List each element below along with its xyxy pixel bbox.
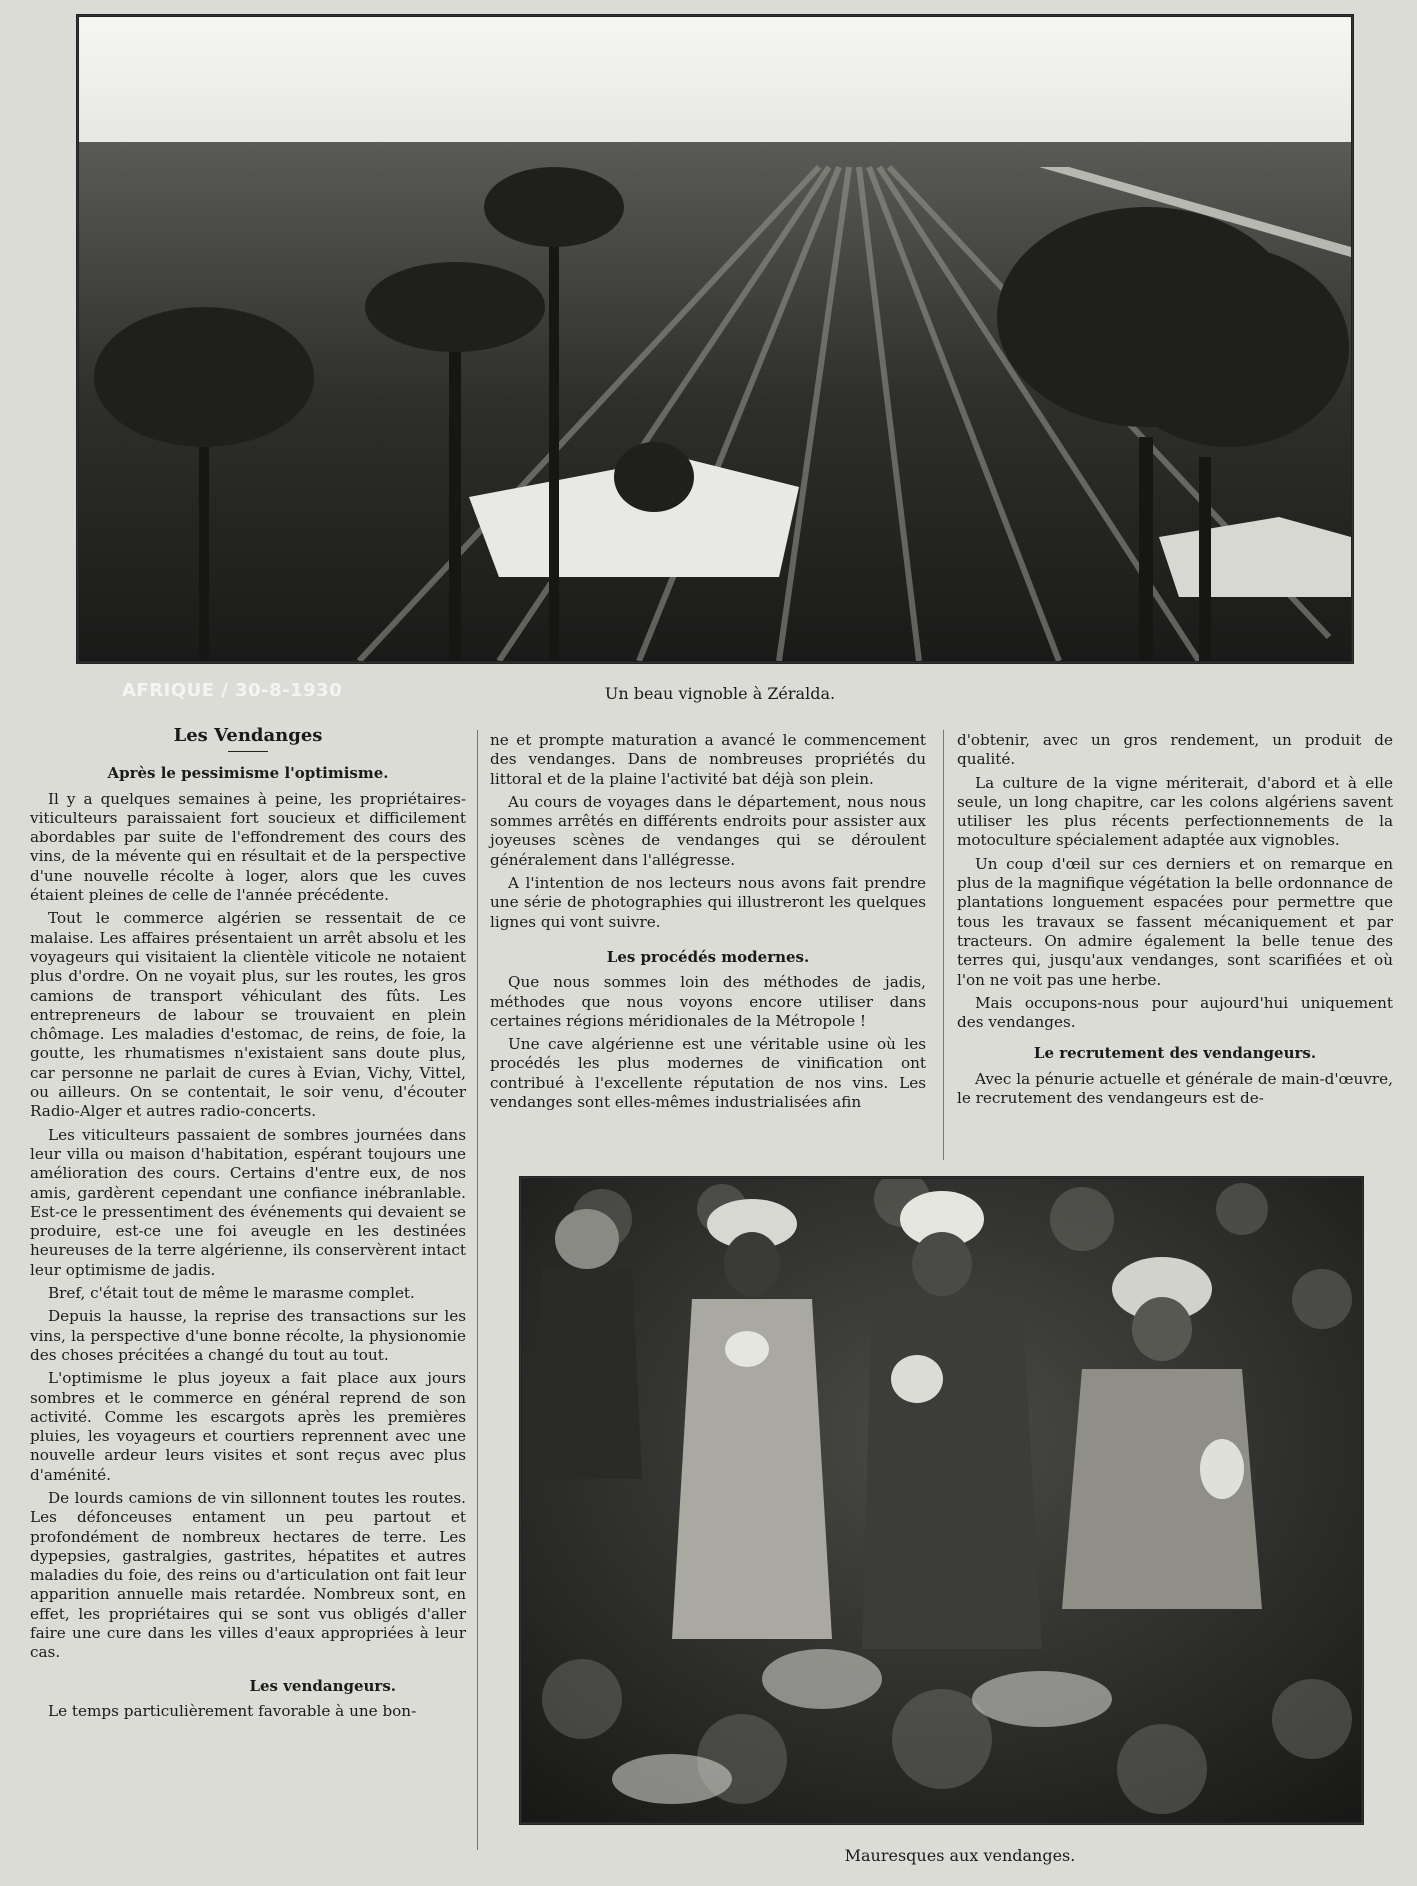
- column-rule-2: [943, 730, 944, 1160]
- paragraph: L'optimisme le plus joyeux a fait place aux jours sombres et le commerce en général reprend de son activité. Comme les escargots après les premières pluies, les voyageurs et courtiers reprennent avec une nouvelle ardeur leurs visites et sont reçus avec plus d'aménité.: [30, 1369, 466, 1484]
- article-title: Les Vendanges: [173, 725, 323, 746]
- paragraph: Les viticulteurs passaient de sombres journées dans leur villa ou maison d'habitation, espérant toujours une amélioration des cours. Certains d'entre eux, de nos amis, gardèrent cependant une confiance inébranlable. Est-ce le pressentiment des événements qui devaient se produire, est-ce une foi aveugle en les destinées heureuses de la terre algérienne, ils conservèrent intact leur optimisme de jadis.: [30, 1125, 466, 1279]
- paragraph: Mais occupons-nous pour aujourd'hui uniquement des vendanges.: [957, 993, 1393, 1032]
- paragraph: ne et prompte maturation a avancé le commencement des vendanges. Dans de nombreuses propriétés du littoral et de la plaine l'activité bat déjà son plein.: [490, 731, 926, 788]
- paragraph: A l'intention de nos lecteurs nous avons fait prendre une série de photographies qui illustreront les quelques lignes qui vont suivre.: [490, 874, 926, 931]
- paragraph: Au cours de voyages dans le département, nous nous sommes arrêtés en différents endroits pour assister aux joyeuses scènes de vendanges qui se déroulent généralement dans l'allégresse.: [490, 792, 926, 869]
- column-rule-1: [477, 730, 478, 1850]
- vineyard-photo-caption: Un beau vignoble à Zéralda.: [604, 684, 836, 703]
- paragraph: d'obtenir, avec un gros rendement, un produit de qualité.: [957, 731, 1393, 769]
- vineyard-photo: [76, 14, 1354, 664]
- subhead-optimisme: Après le pessimisme l'optimisme.: [107, 764, 389, 783]
- paragraph: Le temps particulièrement favorable à une bon-: [48, 1701, 417, 1720]
- watermark-label: AFRIQUE / 30-8-1930: [122, 680, 343, 701]
- paragraph: Un coup d'œil sur ces derniers et on remarque en plus de la magnifique végétation la belle ordonnance de plantations longuement espacées pour permettre que tous les travaux se fassent mécaniquement et par tracteurs. On admire également la belle tenue des terres qui, jusqu'aux vendanges, sont scarifiées et où l'on ne voit pas une herbe.: [957, 854, 1393, 989]
- title-divider: [228, 751, 268, 752]
- paragraph: Tout le commerce algérien se ressentait de ce malaise. Les affaires présentaient un arrêt absolu et les voyageurs qui visitaient la clientèle viticole ne notaient plus d'ordre. On ne voyait plus, sur les routes, les gros camions de transport véhiculant des fûts. Les entrepreneurs de labour se trouvaient en plein chômage. Les maladies d'estomac, de reins, de foie, la goutte, les rhumatismes n'existaient sans doute plus, car personne ne parlait de cures à Evian, Vichy, Vittel, ou ailleurs. On se contentait, le soir venu, d'écouter Radio-Alger et autres radio-concerts.: [30, 909, 466, 1121]
- subhead-procedes: Les procédés modernes.: [606, 947, 810, 966]
- paragraph: Avec la pénurie actuelle et générale de main-d'œuvre, le recrutement des vendangeurs est de-: [957, 1069, 1393, 1108]
- vineyard-photo-image: [79, 17, 1351, 661]
- paragraph: La culture de la vigne mériterait, d'abord et à elle seule, un long chapitre, car les colons algériens savent utiliser les plus récents perfectionnements de la motoculture spécialement adaptée aux vignobles.: [957, 773, 1393, 850]
- paragraph: Depuis la hausse, la reprise des transactions sur les vins, la perspective d'une bonne récolte, la physionomie des choses précitées a changé du tout au tout.: [30, 1307, 466, 1364]
- article-column-1: [30, 726, 466, 1721]
- harvest-photo: [519, 1176, 1364, 1825]
- paragraph: De lourds camions de vin sillonnent toutes les routes. Les défonceuses entament un peu partout et profondément de nombreux hectares de terre. Les dypepsies, gastralgies, gastrites, hépatites et autres maladies du foie, des reins ou d'articulation ont fait leur apparition annuelle mais retardée. Nombreux sont, en effet, les propriétaires qui se sont vus obligés d'aller faire une cure dans les villes d'eaux appropriées à leur cas.: [30, 1488, 466, 1662]
- subhead-recrutement: Le recrutement des vendangeurs.: [1033, 1044, 1317, 1063]
- paragraph: Il y a quelques semaines à peine, les propriétaires-viticulteurs paraissaient fort soucieux et difficilement abordables par suite de l'effondrement des cours des vins, de la mévente qui en résultait et de la perspective d'une nouvelle récolte à loger, alors que les cuves étaient pleines de celle de l'année précédente.: [30, 789, 466, 905]
- paragraph: Bref, c'était tout de même le marasme complet.: [48, 1284, 415, 1303]
- paragraph: Une cave algérienne est une véritable usine où les procédés les plus modernes de vinification ont contribué à l'excellente réputation de nos vins. Les vendanges sont elles-mêmes industrialisées afin: [490, 1035, 926, 1112]
- subhead-vendangeurs: Les vendangeurs.: [249, 1676, 396, 1695]
- harvest-photo-image: [522, 1179, 1361, 1822]
- article-column-3: [957, 731, 1393, 1108]
- paragraph: Que nous sommes loin des méthodes de jadis, méthodes que nous voyons encore utiliser dans certaines régions méridionales de la Métropole !: [490, 973, 926, 1030]
- harvest-photo-caption: Mauresques aux vendanges.: [844, 1846, 1076, 1865]
- article-column-2: [490, 731, 926, 1112]
